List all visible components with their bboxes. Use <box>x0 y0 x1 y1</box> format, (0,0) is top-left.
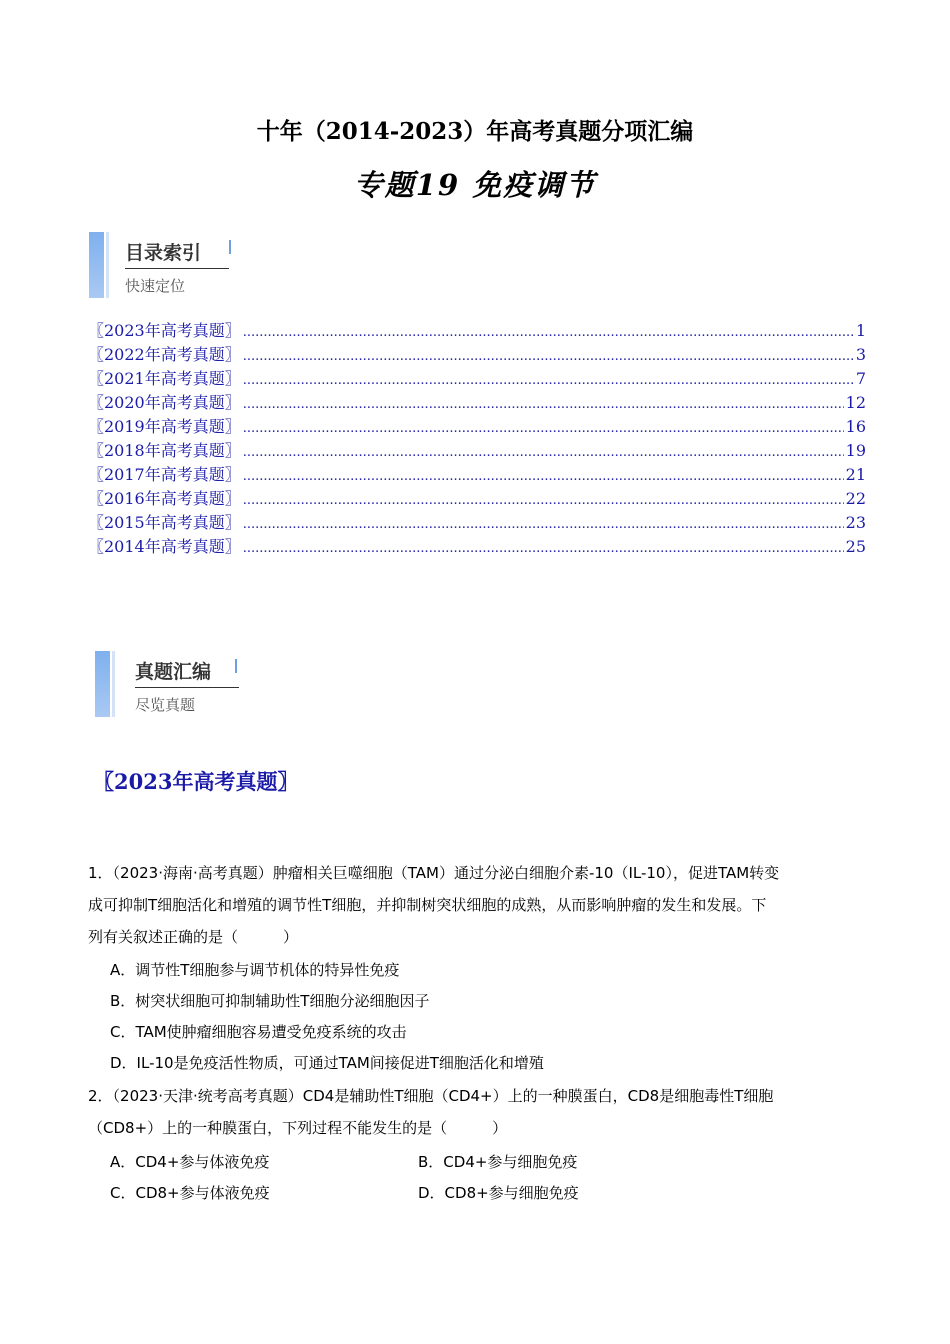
toc-entry-page[interactable]: 1 <box>855 321 866 340</box>
accent-bar <box>95 651 110 717</box>
toc-entry[interactable] <box>88 342 866 366</box>
toc-entry-page[interactable]: 3 <box>855 345 866 364</box>
toc-leader <box>243 445 844 460</box>
toc-section-title: 目录索引 <box>125 242 202 264</box>
toc-entry[interactable] <box>88 318 866 342</box>
toc-leader <box>243 493 844 508</box>
document-title: 十年（2014-2023）年高考真题分项汇编 <box>256 118 694 145</box>
toc-entry-page[interactable]: 21 <box>845 465 866 484</box>
toc-entry-label[interactable]: 〖2019年高考真题〗 <box>88 417 241 436</box>
toc-entry-page[interactable]: 7 <box>855 369 866 388</box>
question-stem-line: 列有关叙述正确的是（ ） <box>88 928 299 946</box>
table-of-contents <box>88 318 866 558</box>
toc-leader <box>243 349 854 364</box>
question-2 <box>88 1080 858 1144</box>
accent-tick <box>235 659 237 673</box>
option-d[interactable]: D．IL-10是免疫活性物质，可通过TAM间接促进T细胞活化和增殖 <box>110 1054 544 1072</box>
divider <box>125 268 229 269</box>
toc-entry[interactable] <box>88 414 866 438</box>
toc-entry[interactable] <box>88 510 866 534</box>
toc-leader <box>243 373 854 388</box>
toc-leader <box>243 517 844 532</box>
year-heading: 〖2023年高考真题〗 <box>93 769 299 794</box>
option-c[interactable]: C．TAM使肿瘤细胞容易遭受免疫系统的攻击 <box>110 1023 407 1041</box>
toc-entry[interactable] <box>88 390 866 414</box>
question-stem-line: 2．（2023·天津·统考高考真题）CD4是辅助性T细胞（CD4+）上的一种膜蛋白，CD8是细胞毒性T细胞 <box>88 1087 774 1105</box>
toc-entry[interactable] <box>88 366 866 390</box>
option-a[interactable]: A．调节性T细胞参与调节机体的特异性免疫 <box>110 961 400 979</box>
toc-entry-label[interactable]: 〖2015年高考真题〗 <box>88 513 241 532</box>
toc-entry-label[interactable]: 〖2023年高考真题〗 <box>88 321 241 340</box>
accent-bar-thin <box>112 651 115 717</box>
toc-entry-label[interactable]: 〖2014年高考真题〗 <box>88 537 241 556</box>
option-b[interactable]: B．树突状细胞可抑制辅助性T细胞分泌细胞因子 <box>110 992 430 1010</box>
accent-bar-thin <box>106 232 109 298</box>
toc-entry-page[interactable]: 25 <box>845 537 866 556</box>
toc-entry[interactable] <box>88 534 866 558</box>
toc-entry[interactable] <box>88 438 866 462</box>
toc-entry-label[interactable]: 〖2016年高考真题〗 <box>88 489 241 508</box>
toc-entry-label[interactable]: 〖2022年高考真题〗 <box>88 345 241 364</box>
toc-leader <box>243 469 844 484</box>
option-d[interactable]: D．CD8+参与细胞免疫 <box>418 1184 579 1202</box>
toc-entry-label[interactable]: 〖2017年高考真题〗 <box>88 465 241 484</box>
toc-entry-page[interactable]: 19 <box>845 441 866 460</box>
option-c[interactable]: C．CD8+参与体液免疫 <box>110 1184 270 1202</box>
question-1-options <box>110 955 544 1079</box>
divider <box>135 687 239 688</box>
toc-section-header <box>89 232 269 302</box>
question-1 <box>88 857 858 953</box>
toc-entry[interactable] <box>88 462 866 486</box>
option-a[interactable]: A．CD4+参与体液免疫 <box>110 1153 270 1171</box>
toc-entry-label[interactable]: 〖2018年高考真题〗 <box>88 441 241 460</box>
exam-section-header <box>95 651 275 721</box>
toc-entry-label[interactable]: 〖2020年高考真题〗 <box>88 393 241 412</box>
toc-entry-page[interactable]: 12 <box>845 393 866 412</box>
toc-leader <box>243 541 844 556</box>
toc-entry-page[interactable]: 16 <box>845 417 866 436</box>
toc-leader <box>243 397 844 412</box>
toc-entry-page[interactable]: 22 <box>845 489 866 508</box>
toc-entry-page[interactable]: 23 <box>845 513 866 532</box>
toc-leader <box>243 325 854 340</box>
toc-entry[interactable] <box>88 486 866 510</box>
toc-section-subtitle: 快速定位 <box>125 277 186 295</box>
accent-bar <box>89 232 104 298</box>
toc-entry-label[interactable]: 〖2021年高考真题〗 <box>88 369 241 388</box>
question-stem-line: （CD8+）上的一种膜蛋白，下列过程不能发生的是（ ） <box>88 1119 508 1137</box>
question-stem-line: 1．（2023·海南·高考真题）肿瘤相关巨噬细胞（TAM）通过分泌白细胞介素-10（IL-10），促进TAM转变 <box>88 864 780 882</box>
topic-title: 专题19 免疫调节 <box>353 168 597 202</box>
option-b[interactable]: B．CD4+参与细胞免疫 <box>418 1153 578 1171</box>
exam-section-title: 真题汇编 <box>135 661 212 683</box>
toc-leader <box>243 421 844 436</box>
question-stem-line: 成可抑制T细胞活化和增殖的调节性T细胞，并抑制树突状细胞的成熟，从而影响肿瘤的发生和发展。下 <box>88 896 767 914</box>
exam-section-subtitle: 尽览真题 <box>135 696 196 714</box>
accent-tick <box>229 240 231 254</box>
